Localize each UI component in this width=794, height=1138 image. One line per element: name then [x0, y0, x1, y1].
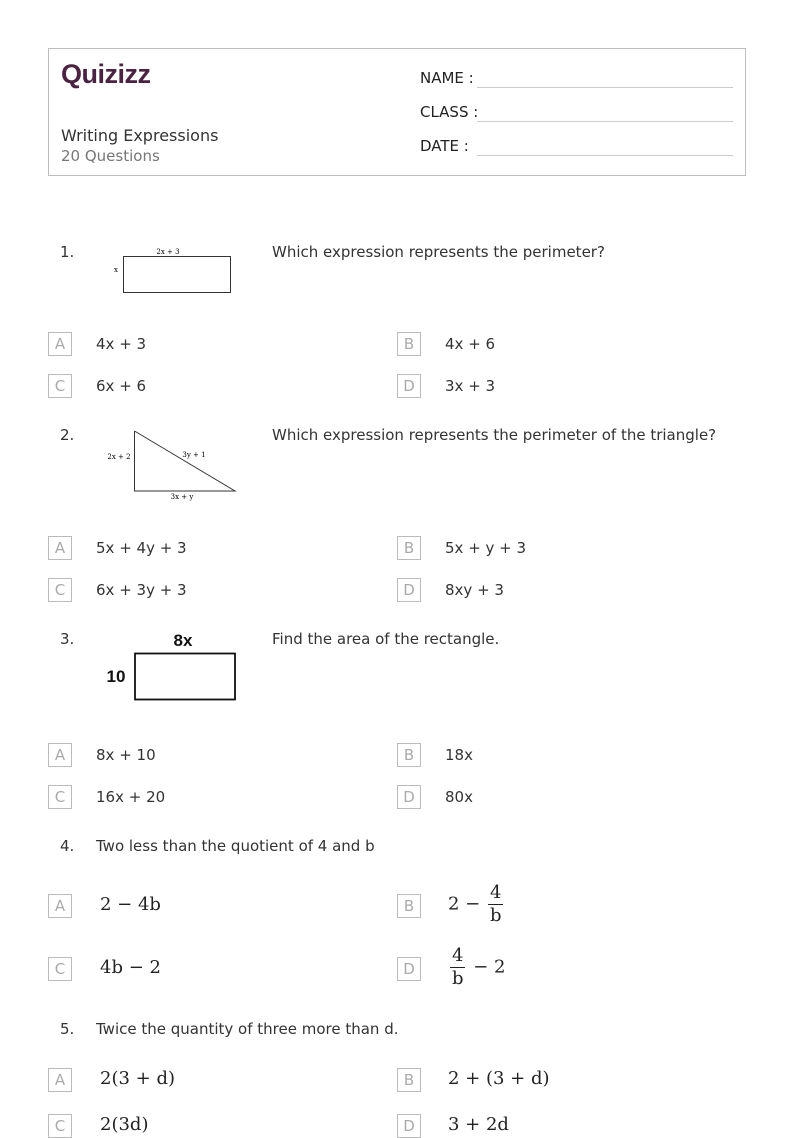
question-number: 1. — [60, 243, 75, 261]
fraction-numerator: 4 — [490, 882, 502, 903]
figure-left-label: 2x + 2 — [107, 453, 131, 461]
option-text[interactable]: 8x + 10 — [96, 746, 156, 764]
math-suffix: − 2 — [473, 956, 506, 978]
option-letter[interactable]: D — [397, 785, 421, 809]
worksheet-header — [48, 48, 746, 176]
option-letter[interactable]: D — [397, 1114, 421, 1138]
option-text[interactable]: 4x + 3 — [96, 335, 147, 353]
question-number: 5. — [60, 1020, 75, 1038]
option-letter[interactable]: B — [397, 536, 421, 560]
option-letter[interactable]: B — [397, 332, 421, 356]
date-field[interactable] — [420, 137, 469, 155]
option-letter[interactable]: B — [397, 894, 421, 918]
option-text[interactable]: 16x + 20 — [96, 788, 166, 806]
triangle-figure — [105, 428, 240, 503]
option-letter[interactable]: D — [397, 374, 421, 398]
figure-hyp-label: 3y + 1 — [182, 451, 206, 459]
option-text[interactable]: 3x + 3 — [445, 377, 496, 395]
date-line — [477, 155, 733, 156]
option-text[interactable]: 8xy + 3 — [445, 581, 504, 599]
option-letter[interactable]: D — [397, 957, 421, 981]
question-text: Find the area of the rectangle. — [272, 630, 500, 648]
option-letter[interactable]: D — [397, 578, 421, 602]
option-letter[interactable]: A — [48, 332, 72, 356]
figure-side-label: 10 — [106, 667, 126, 686]
class-line — [477, 121, 733, 122]
fraction — [488, 882, 503, 927]
option-math[interactable]: 2 − 4b — [100, 894, 161, 915]
math-prefix: 2 − — [448, 893, 481, 915]
option-text[interactable]: 18x — [445, 746, 473, 764]
fraction — [450, 945, 465, 990]
class-field[interactable] — [420, 103, 478, 121]
option-letter[interactable]: C — [48, 1114, 72, 1138]
option-text[interactable]: 80x — [445, 788, 473, 806]
name-field[interactable] — [420, 69, 474, 87]
option-text[interactable]: 5x + 4y + 3 — [96, 539, 187, 557]
question-text: Two less than the quotient of 4 and b — [96, 837, 375, 855]
fraction-denominator: b — [451, 968, 464, 989]
question-number: 4. — [60, 837, 75, 855]
worksheet-title: Writing Expressions — [61, 126, 219, 145]
figure-top-label: 2x + 3 — [156, 248, 180, 256]
name-line — [477, 87, 733, 88]
question-text: Which expression represents the perimeter of the triangle? — [272, 426, 717, 444]
fraction-denominator: b — [489, 905, 502, 926]
option-math[interactable]: 2(3 + d) — [100, 1068, 175, 1089]
question-number: 2. — [60, 426, 75, 444]
option-letter[interactable]: B — [397, 743, 421, 767]
rectangle-figure — [110, 245, 235, 295]
class-label: CLASS : — [420, 103, 479, 121]
option-math[interactable]: 3 + 2d — [448, 1114, 509, 1135]
date-label: DATE : — [420, 137, 469, 155]
fraction-numerator: 4 — [452, 945, 464, 966]
option-letter[interactable]: A — [48, 894, 72, 918]
option-text[interactable]: 4x + 6 — [445, 335, 496, 353]
figure-side-label: x — [114, 266, 118, 274]
option-math[interactable]: 4b − 2 — [100, 957, 161, 978]
option-letter[interactable]: A — [48, 743, 72, 767]
figure-bottom-label: 3x + y — [170, 493, 194, 501]
option-text[interactable]: 5x + y + 3 — [445, 539, 527, 557]
option-letter[interactable]: C — [48, 957, 72, 981]
option-letter[interactable]: A — [48, 1068, 72, 1092]
option-letter[interactable]: C — [48, 578, 72, 602]
option-text[interactable]: 6x + 6 — [96, 377, 147, 395]
option-math[interactable] — [448, 945, 505, 990]
question-count: 20 Questions — [61, 147, 160, 165]
quizizz-logo: Quizizz — [61, 59, 151, 89]
option-text[interactable]: 6x + 3y + 3 — [96, 581, 187, 599]
option-letter[interactable]: B — [397, 1068, 421, 1092]
option-letter[interactable]: C — [48, 785, 72, 809]
option-letter[interactable]: A — [48, 536, 72, 560]
area-rectangle-figure — [100, 628, 240, 703]
option-math[interactable]: 2 + (3 + d) — [448, 1068, 550, 1089]
question-number: 3. — [60, 630, 75, 648]
question-text: Which expression represents the perimeter? — [272, 243, 605, 261]
option-math[interactable] — [448, 882, 505, 927]
figure-top-label: 8x — [173, 631, 193, 650]
question-text: Twice the quantity of three more than d. — [96, 1020, 399, 1038]
option-math[interactable]: 2(3d) — [100, 1114, 149, 1135]
option-letter[interactable]: C — [48, 374, 72, 398]
name-label: NAME : — [420, 69, 474, 87]
